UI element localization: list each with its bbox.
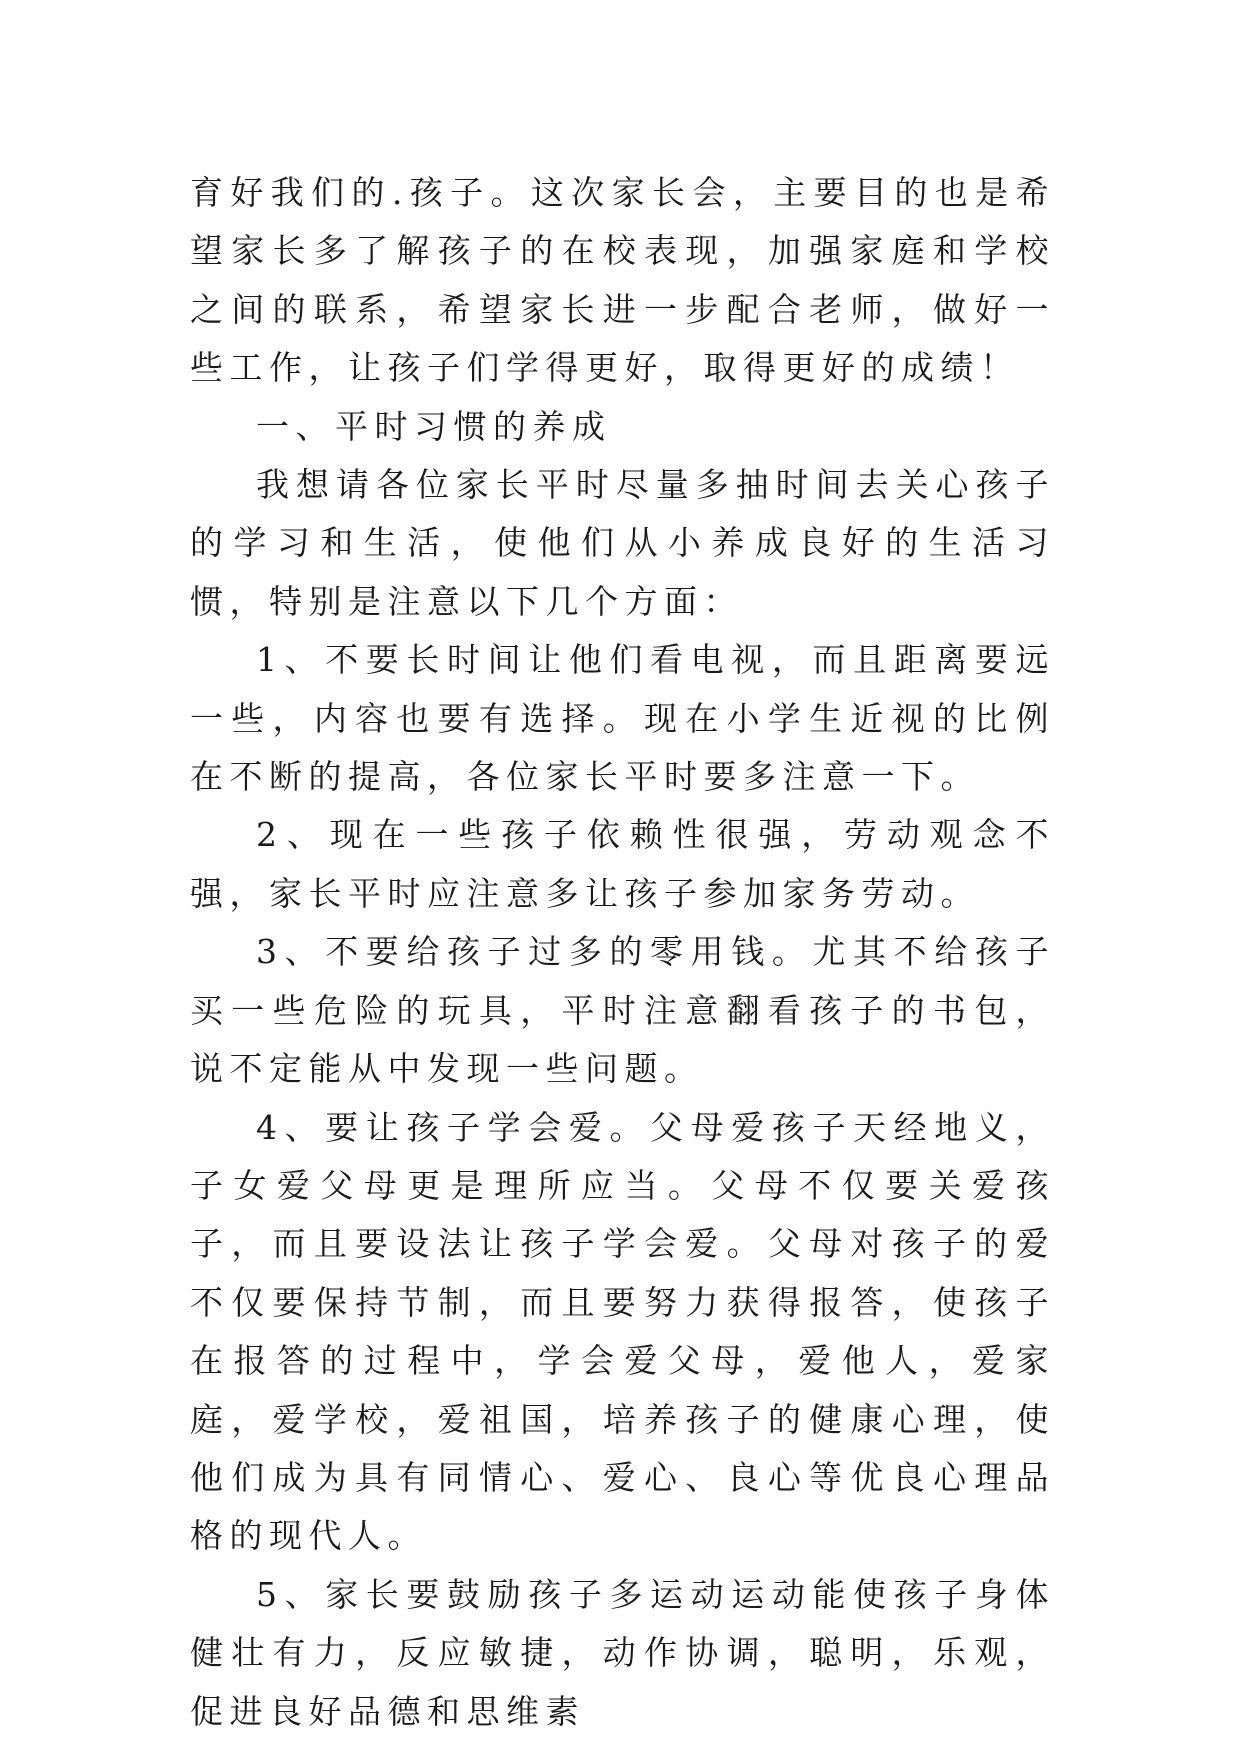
list-item-4: 4、要让孩子学会爱。父母爱孩子天经地义，子女爱父母更是理所应当。父母不仅要关爱孩子，而且要设法让孩子学会爱。父母对孩子的爱不仅要保持节制，而且要努力获得报答，使孩子在报答的过程中，学会爱父母，爱他人，爱家庭，爱学校，爱祖国，培养孩子的健康心理，使他们成为具有同情心、爱心、良心等优良心理品格的现代人。 xyxy=(190,1107,1055,1556)
list-item-1: 1、不要长时间让他们看电视，而且距离要远一些，内容也要有选择。现在小学生近视的比例在不断的提高，各位家长平时要多注意一下。 xyxy=(190,640,1055,797)
document-body xyxy=(190,164,1055,1741)
list-item-2: 2、现在一些孩子依赖性很强，劳动观念不强，家长平时应注意多让孩子参加家务劳动。 xyxy=(190,815,1055,913)
list-item-5: 5、家长要鼓励孩子多运动运动能使孩子身体健壮有力，反应敏捷，动作协调，聪明，乐观，促进良好品德和思维素 xyxy=(190,1574,1055,1731)
paragraph-intro: 我想请各位家长平时尽量多抽时间去关心孩子的学习和生活，使他们从小养成良好的生活习惯，特别是注意以下几个方面： xyxy=(190,465,1055,621)
section-heading-habits: 一、平时习惯的养成 xyxy=(256,406,612,446)
list-item-3: 3、不要给孩子过多的零用钱。尤其不给孩子买一些危险的玩具，平时注意翻看孩子的书包，说不定能从中发现一些问题。 xyxy=(190,932,1055,1089)
paragraph-continuation: 育好我们的.孩子。这次家长会，主要目的也是希望家长多了解孩子的在校表现，加强家庭和学校之间的联系，希望家长进一步配合老师，做好一些工作，让孩子们学得更好，取得更好的成绩！ xyxy=(190,173,1055,388)
